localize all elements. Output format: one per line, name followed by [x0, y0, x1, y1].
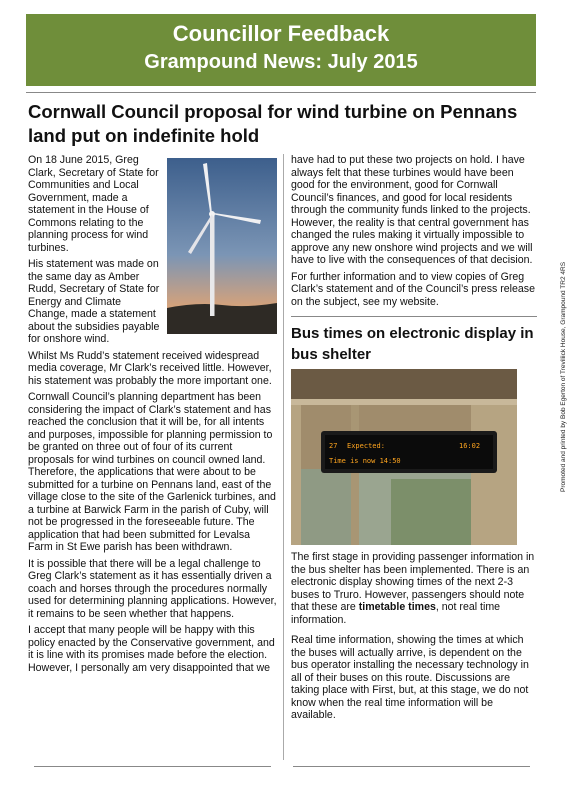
paragraph: For further information and to view copies of Greg Clark’s statement and of the Council’s press release on the subject, see my website.	[291, 270, 535, 308]
column-divider	[283, 154, 284, 760]
paragraph: On 18 June 2015, Greg Clark, Secretary of State for Communities and Local Government, made a statement in the House of Commons relating to the planning process for wind turbines.	[28, 154, 159, 254]
paragraph: His statement was made on the same day as Amber Rudd, Secretary of State for Energy and Climate Change, made a statement about the subsidies payable for onshore wind.	[28, 258, 160, 345]
paragraph: Whilst Ms Rudd’s statement received widespread media coverage, Mr Clark’s received little. However, his statement was probably the more important one.	[28, 349, 272, 387]
article-headline: Cornwall Council proposal for wind turbine on Pennans land put on indefinite hold	[28, 101, 518, 146]
article-headline: Bus times on electronic display in bus shelter	[291, 325, 534, 363]
paragraph: Cornwall Council’s planning department has been considering the impact of Clark’s statement and has reached the conclusion that it will be, for all intents and purposes, impossible for planning permission to be granted on three out of four of its current proposals for wind turbines on council owned land. Therefore, the applications that were about to be submitted for a turbine on Pennans land, east of the village close to the site of the Garlenick turbines, and a turbine at Barwick Farm in the parish of Cuby, will not be progressed in the foreseeable future. The application that had been submitted for Levalsa Farm in St Ewe parish has been withdrawn.	[28, 391, 276, 553]
divider	[26, 92, 536, 93]
paragraph	[291, 551, 537, 626]
paragraph: I accept that many people will be happy with this policy enacted by the Conservative government, and it is line with its promises made before the election. However, I personally am very disappointed that we	[28, 624, 275, 674]
banner-subtitle: Grampound News: July 2015	[144, 51, 418, 73]
banner-title: Councillor Feedback	[172, 21, 390, 46]
newsletter-banner	[26, 14, 536, 86]
right-column	[291, 154, 537, 726]
paragraph: have had to put these two projects on hold. I have always felt that these turbines would have been good for the environment, good for Cornwall Council’s finances, and good for local residents through the community funds linked to the projects. However, the reality is that central government has changed the rules making it virtually impossible to approve any new onshore wind projects and we will have to live with the consequences of that decision.	[291, 154, 533, 266]
emphasis: timetable times	[358, 601, 436, 613]
divider	[34, 766, 271, 767]
divider	[293, 766, 530, 767]
wind-turbine-photo	[167, 158, 277, 334]
left-column	[28, 154, 277, 678]
paragraph: Real time information, showing the times at which the buses will actually arrive, is dependent on the bus operator installing the necessary technology in all of their buses on this route. Discussions are taking place with First, but, at this stage, we do not know when the real time information will be available.	[291, 634, 529, 721]
text-run: The first stage in providing passenger information in the bus shelter has been implemented. There is an electronic display showing times of the next 2-3 buses to Truro. However, passengers should note that these are	[291, 551, 535, 613]
paragraph: It is possible that there will be a legal challenge to Greg Clark’s statement as it has essentially driven a coach and horses through the procedures normally used for determining planning applications. However, it remains to be seen whether that happens.	[28, 557, 277, 620]
display-status: Expected:	[347, 442, 385, 450]
display-route: 27	[329, 442, 338, 450]
display-clock: Time is now 14:50	[329, 457, 401, 465]
display-time: 16:02	[459, 442, 481, 450]
imprint-note: Promoted and printed by Bob Egerton of Treviliick House, Grampound TR2 4RS	[560, 261, 567, 492]
text-run: , not real time information.	[291, 601, 501, 626]
bus-shelter-display-photo	[291, 369, 517, 545]
divider	[291, 316, 537, 317]
